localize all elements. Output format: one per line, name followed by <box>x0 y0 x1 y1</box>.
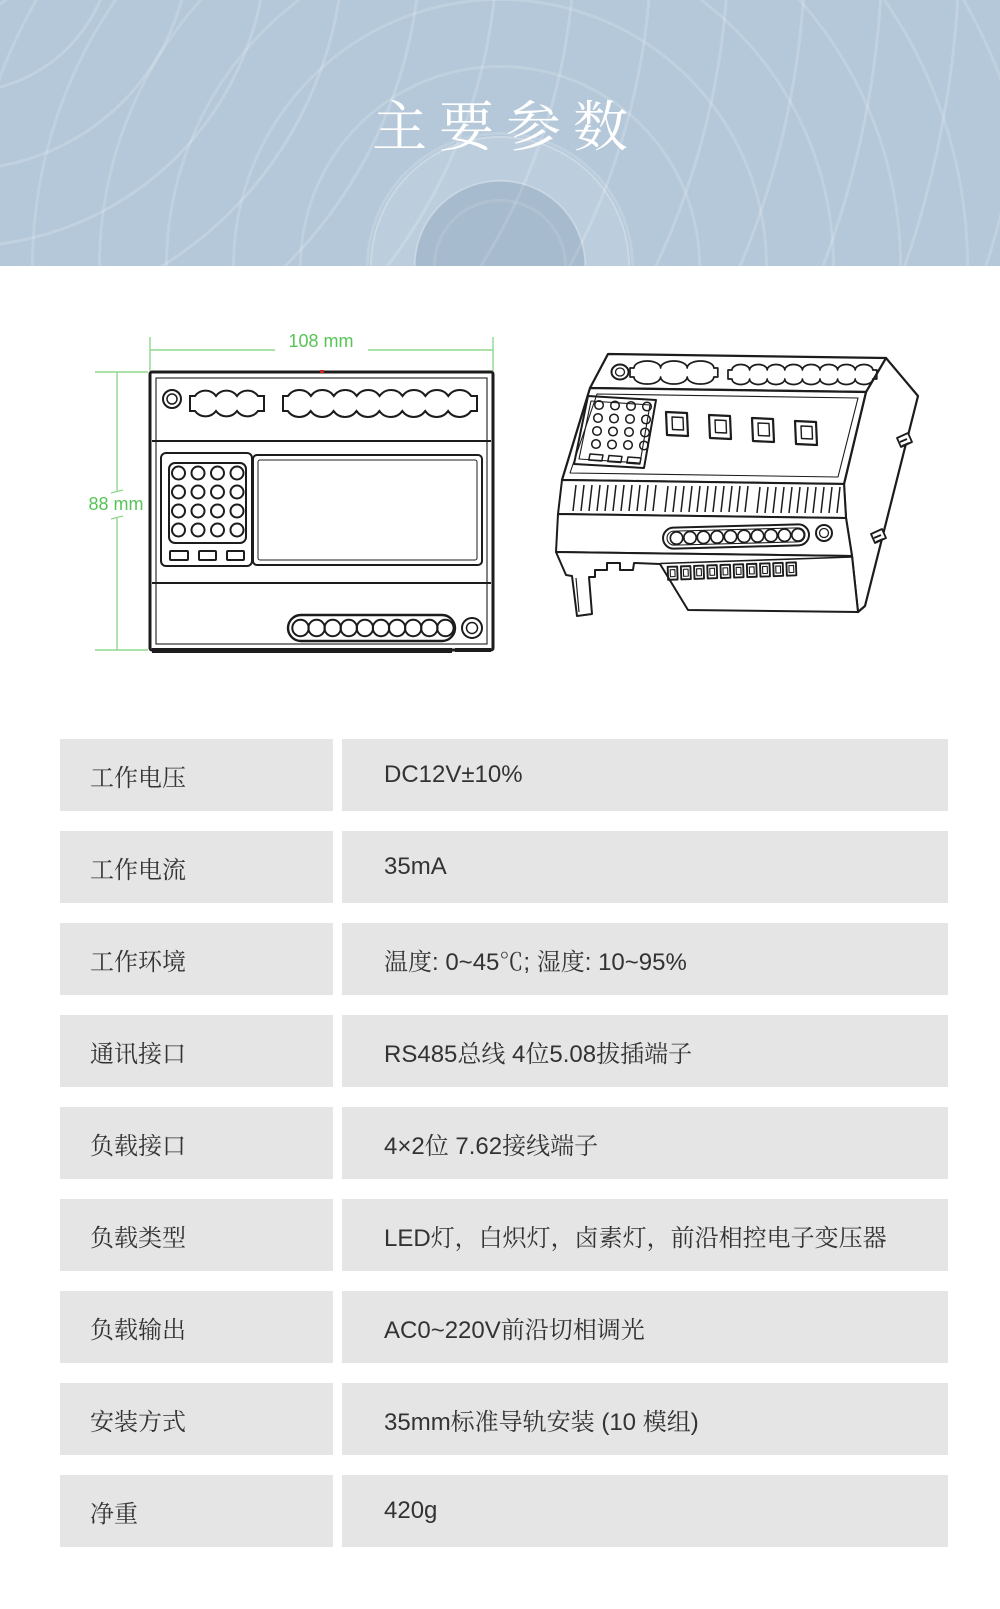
spec-label: 工作电流 <box>60 831 333 903</box>
table-row <box>60 831 948 903</box>
table-row <box>60 923 948 995</box>
top-strip <box>590 354 886 392</box>
spec-label: 通讯接口 <box>60 1015 333 1087</box>
table-row <box>60 1015 948 1087</box>
spec-label: 净重 <box>60 1475 333 1547</box>
table-row <box>60 1291 948 1363</box>
page-title: 主要参数 <box>371 95 640 158</box>
spec-label: 工作环境 <box>60 923 333 995</box>
spec-value: 420g <box>342 1475 948 1547</box>
table-row <box>60 1199 948 1271</box>
spec-value: DC12V±10% <box>342 739 948 811</box>
dimension-width-label: 108 mm <box>288 331 354 351</box>
table-row <box>60 1475 948 1547</box>
spec-value: RS485总线 4位5.08拔插端子 <box>342 1015 948 1087</box>
spec-table <box>60 739 948 1567</box>
front-view-body <box>150 372 493 653</box>
front-view-drawing <box>88 331 493 653</box>
terminal-band <box>556 514 852 556</box>
spec-label: 负载接口 <box>60 1107 333 1179</box>
header-banner <box>0 0 1000 266</box>
table-row <box>60 1383 948 1455</box>
dimension-height-label: 88 mm <box>88 494 144 514</box>
bottom-foot <box>152 648 452 653</box>
spec-value: LED灯，白炽灯，卤素灯，前沿相控电子变压器 <box>342 1199 948 1271</box>
spec-value: AC0~220V前沿切相调光 <box>342 1291 948 1363</box>
perspective-view-drawing <box>556 354 918 616</box>
spec-value: 35mA <box>342 831 948 903</box>
bottom-foot-right <box>455 648 491 652</box>
spec-label: 负载类型 <box>60 1199 333 1271</box>
spec-value: 4×2位 7.62接线端子 <box>342 1107 948 1179</box>
vent-band <box>558 480 846 518</box>
technical-drawings <box>0 300 1000 690</box>
spec-value: 温度: 0~45℃; 湿度: 10~95% <box>342 923 948 995</box>
table-row <box>60 739 948 811</box>
spec-label: 负载输出 <box>60 1291 333 1363</box>
table-row <box>60 1107 948 1179</box>
red-mark <box>320 370 324 373</box>
spec-label: 工作电压 <box>60 739 333 811</box>
spec-label: 安装方式 <box>60 1383 333 1455</box>
spec-value: 35mm标准导轨安装 (10 模组) <box>342 1383 948 1455</box>
